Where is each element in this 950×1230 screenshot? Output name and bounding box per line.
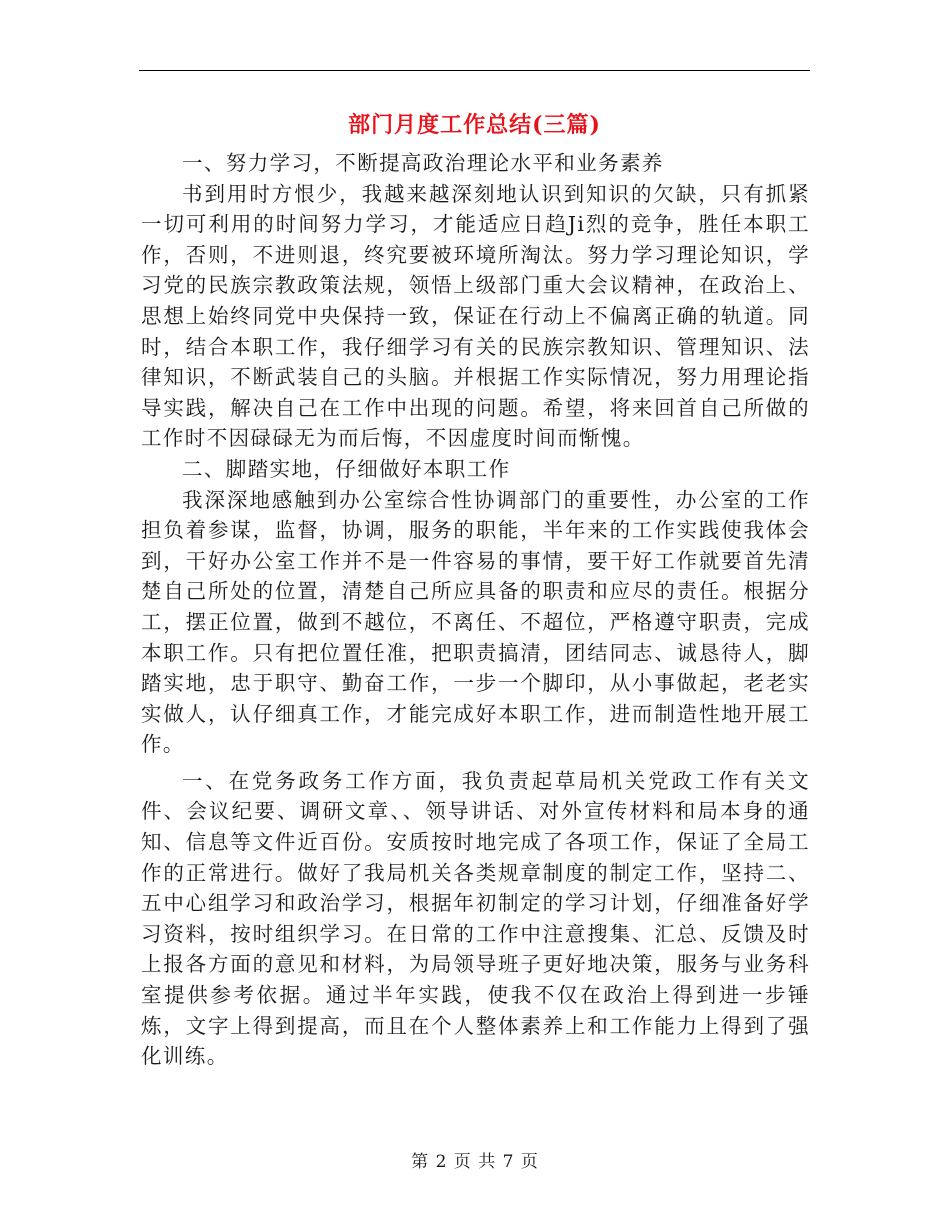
document-title: 部门月度工作总结(三篇) — [348, 112, 601, 138]
section-heading-1: 一、努力学习，不断提高政治理论水平和业务素养 — [182, 151, 664, 175]
paragraph-1: 书到用时方恨少，我越来越深刻地认识到知识的欠缺，只有抓紧一切可利用的时间努力学习，才能适应日趋Ji烈的竞争，胜任本职工作，否则，不进则退，终究要被环境所淘汰。努力学习理论知识，学习党的民族宗教政策法规，领悟上级部门重大会议精神，在政治上、思想上始终同党中央保持一致，保证在行动上不偏离正确的轨道。同时，结合本职工作，我仔细学习有关的民族宗教知识、管理知识、法律知识，不断武装自己的头脑。并根据工作实际情况，努力用理论指导实践，解决自己在工作中出现的问题。希望，将来回首自己所做的工作时不因碌碌无为而后悔，不因虚度时间而惭愧。 — [141, 181, 810, 451]
document-body — [141, 148, 810, 1072]
section-heading-2: 二、脚踏实地，仔细做好本职工作 — [182, 456, 511, 481]
paragraph-3: 一、在党务政务工作方面，我负责起草局机关党政工作有关文件、会议纪要、调研文章、、领导讲话、对外宣传材料和局本身的通知、信息等文件近百份。安质按时地完成了各项工作，保证了全局工作的正常进行。做好了我局机关各类规章制度的制定工作，坚持二、五中心组学习和政治学习，根据年初制定的学习计划，仔细准备好学习资料，按时组织学习。在日常的工作中注意搜集、汇总、反馈及时上报各方面的意见和材料，为局领导班子更好地决策，服务与业务科室提供参考依据。通过半年实践，使我不仅在政治上得到进一步锤炼，文字上得到提高，而且在个人整体素养上和工作能力上得到了强化训练。 — [141, 768, 810, 1069]
page-number: 第 2 页 共 7 页 — [411, 1152, 539, 1172]
paragraph-2: 我深深地感触到办公室综合性协调部门的重要性，办公室的工作担负着参谋，监督，协调，服务的职能，半年来的工作实践使我体会到，干好办公室工作并不是一件容易的事情，要干好工作就要首先清楚自己所处的位置，清楚自己所应具备的职责和应尽的责任。根据分工，摆正位置，做到不越位，不离任、不超位，严格遵守职责，完成本职工作。只有把位置任准，把职责搞清，团结同志、诚恳待人，脚踏实地，忠于职守、勤奋工作，一步一个脚印，从小事做起，老老实实做人，认仔细真工作，才能完成好本职工作，进而制造性地开展工作。 — [141, 487, 810, 757]
header-rule — [139, 70, 810, 71]
